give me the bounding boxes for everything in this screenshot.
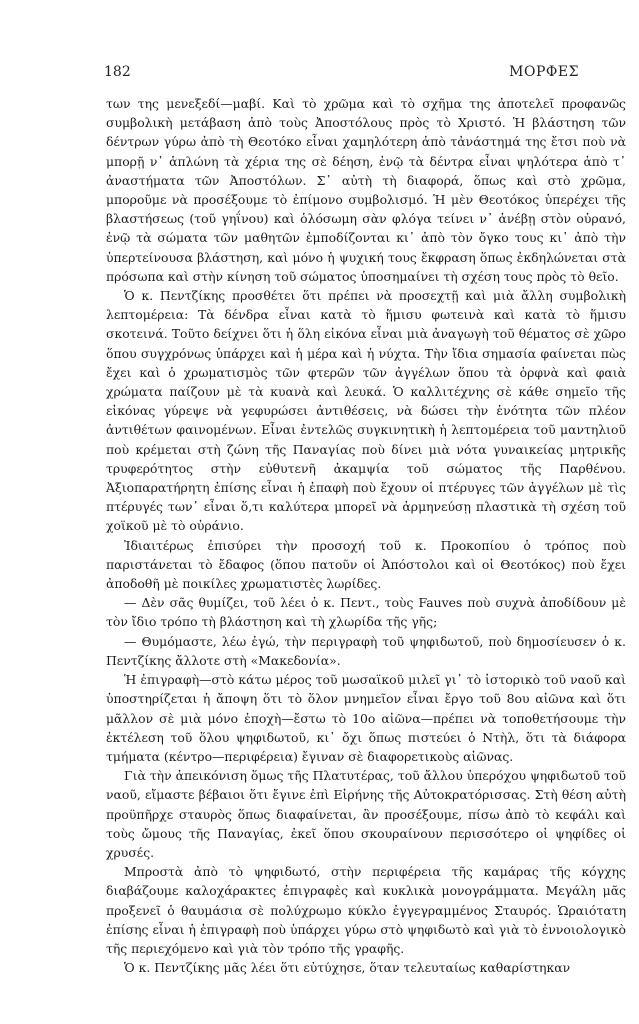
dialogue-paragraph: — Θυμόμαστε, λέω ἐγώ, τὴν περιγραφὴ τοῦ ψηφιδωτοῦ, ποὺ δημοσίευσεν ὁ κ. Πεντζίκης ἄλλοτε στὴ «Μακεδονία».	[106, 633, 626, 668]
paragraph: Ἰδιαιτέρως ἐπισύρει τὴν προσοχή τοῦ κ. Προκοπίου ὁ τρόπος ποὺ παριστάνεται τὸ ἔδαφος (ὅπου πατοῦν οἱ Ἀπόστολοι καὶ οἱ Θεοτόκος) ποὺ ἔχει ἀποδοθῆ μὲ ποικίλες χρωματιστὲς λωρίδες.	[106, 537, 626, 592]
page-header	[104, 64, 579, 86]
paragraph: των της μενεξεδί—μαβί. Καὶ τὸ χρῶμα καὶ τὸ σχῆμα της ἀποτελεῖ προφανῶς συμβολικὴ μετάβαση ἀπὸ τοὺς Ἀποστόλους πρὸς τὸ Χριστό. Ἡ βλάστηση τῶν δέντρων γύρω ἀπὸ τὴ Θεοτόκο εἶναι χαμηλότερη ἀπὸ τἀνάστημά της ἔτσι ποὺ νὰ μπορῇ ν᾿ ἁπλώνη τὰ χέρια της σὲ δέηση, ἐνῷ τὰ δέντρα εἶναι ψηλότερα ἀπὸ τ᾿ ἀναστήματα τῶν Ἀποστόλων. Σ᾿ αὐτὴ τὴ διαφορά, ὅπως καὶ στὸ χρῶμα, μποροῦμε νὰ προσέξουμε τὸ ἐπίμονο συμβολισμό. Ἡ μὲν Θεοτόκος ὑπερέχει τῆς βλαστήσεως (τοῦ γηΐνου) καὶ ὁλόσωμη σὰν φλόγα τείνει ν᾿ ἀνέβῃ στὸν οὐρανό, ἐνῷ τὰ σώματα τῶν μαθητῶν ἐμποδίζονται κι᾿ ἀπὸ τὸν ὄγκο τους κι᾿ ἀπὸ τὴν ὑπερτείνουσα βλάστηση, καὶ μόνο ἡ ψυχική τους ἔκφραση ὅπως ἐκδηλώνεται στὰ πρόσωπα καὶ στὴν κίνηση τοῦ σώματος ὑποσημαίνει τὴ σχέση τους πρὸς τὸ θεῖο.	[106, 96, 626, 284]
paragraph: Ἡ ἐπιγραφὴ—στὸ κάτω μέρος τοῦ μωσαϊκοῦ μιλεῖ γι᾿ τὸ ἱστορικὸ τοῦ ναοῦ καὶ ὑποστηρίζεται ἡ ἄποψη ὅτι τὸ ὅλον μνημεῖον εἶναι ἔργο τοῦ 8ου αἰῶνα καὶ ὅτι μᾶλλον σὲ μιὰ μόνο ἐποχὴ—ἔστω τὸ 10ο αἰῶνα—πρέπει νὰ τοποθετήσουμε τὴν ἐκτέλεση τοῦ ὅλου ψηφιδωτοῦ, κι᾿ ὄχι ὅπως πιστεύει ὁ Ντὴλ, ὅτι τὰ διάφορα τμήματα (κέντρο—περιφέρεια) ἔγιναν σὲ διαφορετικοὺς αἰῶνας.	[106, 672, 626, 764]
body-text	[106, 94, 626, 977]
page-number: 182	[104, 64, 131, 80]
running-title: ΜΟΡΦΕΣ	[509, 64, 579, 80]
paragraph: Ὁ κ. Πεντζίκης προσθέτει ὅτι πρέπει νὰ προσεχτῇ καὶ μιὰ ἄλλη συμβολικὴ λεπτομέρεια: Τὰ δένδρα εἶναι κατὰ τὸ ἥμισυ φωτεινὰ καὶ κατὰ τὸ ἥμισυ σκοτεινά. Τοῦτο δείχνει ὅτι ἡ ὅλη εἰκόνα εἶναι μιὰ ἀναγωγὴ τοῦ θέματος σὲ χῶρο ὅπου συγχρόνως ὑπάρχει καὶ ἡ μέρα καὶ ἡ νύχτα. Τὴν ἴδια σημασία φαίνεται πὼς ἔχει καὶ ὁ χρωματισμὸς τῶν φτερῶν τῶν ἀγγέλων ὅπου τὰ ὀρφνὰ καὶ φαιὰ χρώματα παίζουν μὲ τὰ κυανὰ καὶ λευκά. Ὁ καλλιτέχνης σὲ κάθε σημεῖο τῆς εἰκόνας γύρεψε νὰ γεφυρώσει ἀντιθέσεις, νὰ δώσει τὴν ἑνότητα τῶν πλέον ἀντιθέτων φαινομένων. Εἶναι ἐντελῶς συγκινητικὴ ἡ λεπτομέρεια τοῦ μαντηλιοῦ ποὺ κρέμεται στὴ ζώνη τῆς Παναγίας ποὺ δίνει μιὰ νότα γυναικείας μητρικῆς τρυφερότητος στὴν εὐθυτενῆ ἀκαμψία τοῦ σώματος τῆς Παρθένου. Ἀξιοπαρατήρητη ἐπίσης εἶναι ἡ ἐπαφὴ ποὺ ἔχουν οἱ πτέρυγες τῶν ἀγγέλων μὲ τὶς πτέρυγές των᾿ εἶναι ὅ,τι καλύτερα μπορεῖ νὰ ἀρμηνεύσῃ πλαστικὰ τὴ σχέση τοῦ χοϊκοῦ μὲ τὸ οὐράνιο.	[106, 288, 626, 534]
paragraph: Ὁ κ. Πεντζίκης μᾶς λέει ὅτι εὐτύχησε, ὅταν τελευταίως καθαρίστηκαν	[124, 960, 571, 976]
dialogue-paragraph: — Δὲν σᾶς θυμίζει, τοῦ λέει ὁ κ. Πεντ., τοὺς Fauves ποὺ συχνὰ ἀποδίδουν μὲ τὸν ἴδιο τρόπο τὴ βλάστηση καὶ τὴ χλωρίδα τῆς γῆς;	[106, 595, 626, 630]
paragraph: Μπροστὰ ἀπὸ τὸ ψηφιδωτό, στὴν περιφέρεια τῆς καμάρας τῆς κόγχης διαβάζουμε καλοχάρακτες ἐπιγραφὲς καὶ κυκλικὰ μονογράμματα. Μεγάλη μᾶς προξενεῖ ὁ θαυμάσια σὲ πολύχρωμο κύκλο ἐγγεγραμμένος Σταυρός. Ὡραιότατη ἐπίσης εἶναι ἡ ἐπιγραφὴ ποὺ ὑπάρχει γύρω στὸ ψηφιδωτὸ καὶ γιὰ τὸ ἐννοιολογικὸ τῆς περιεχόμενο καὶ γιὰ τὸν τρόπο τῆς γραφῆς.	[106, 864, 626, 956]
paragraph: Γιὰ τὴν ἀπεικόνιση ὅμως τῆς Πλατυτέρας, τοῦ ἄλλου ὑπερόχου ψηφιδωτοῦ τοῦ ναοῦ, εἴμαστε βέβαιοι ὅτι ἔγινε ἐπὶ Εἰρήνης τῆς Αὐτοκρατόρισσας. Στὴ θέση αὐτὴ προϋπῆρχε σταυρὸς ὅπως διαφαίνεται, ἂν προσέξουμε, πίσω ἀπὸ τὸ κεφάλι καὶ τοὺς ὤμους τῆς Παναγίας, ἐκεῖ ὅπου σκουραίνουν περισσότερο οἱ ψηφίδες οἱ χρυσές.	[106, 768, 626, 860]
